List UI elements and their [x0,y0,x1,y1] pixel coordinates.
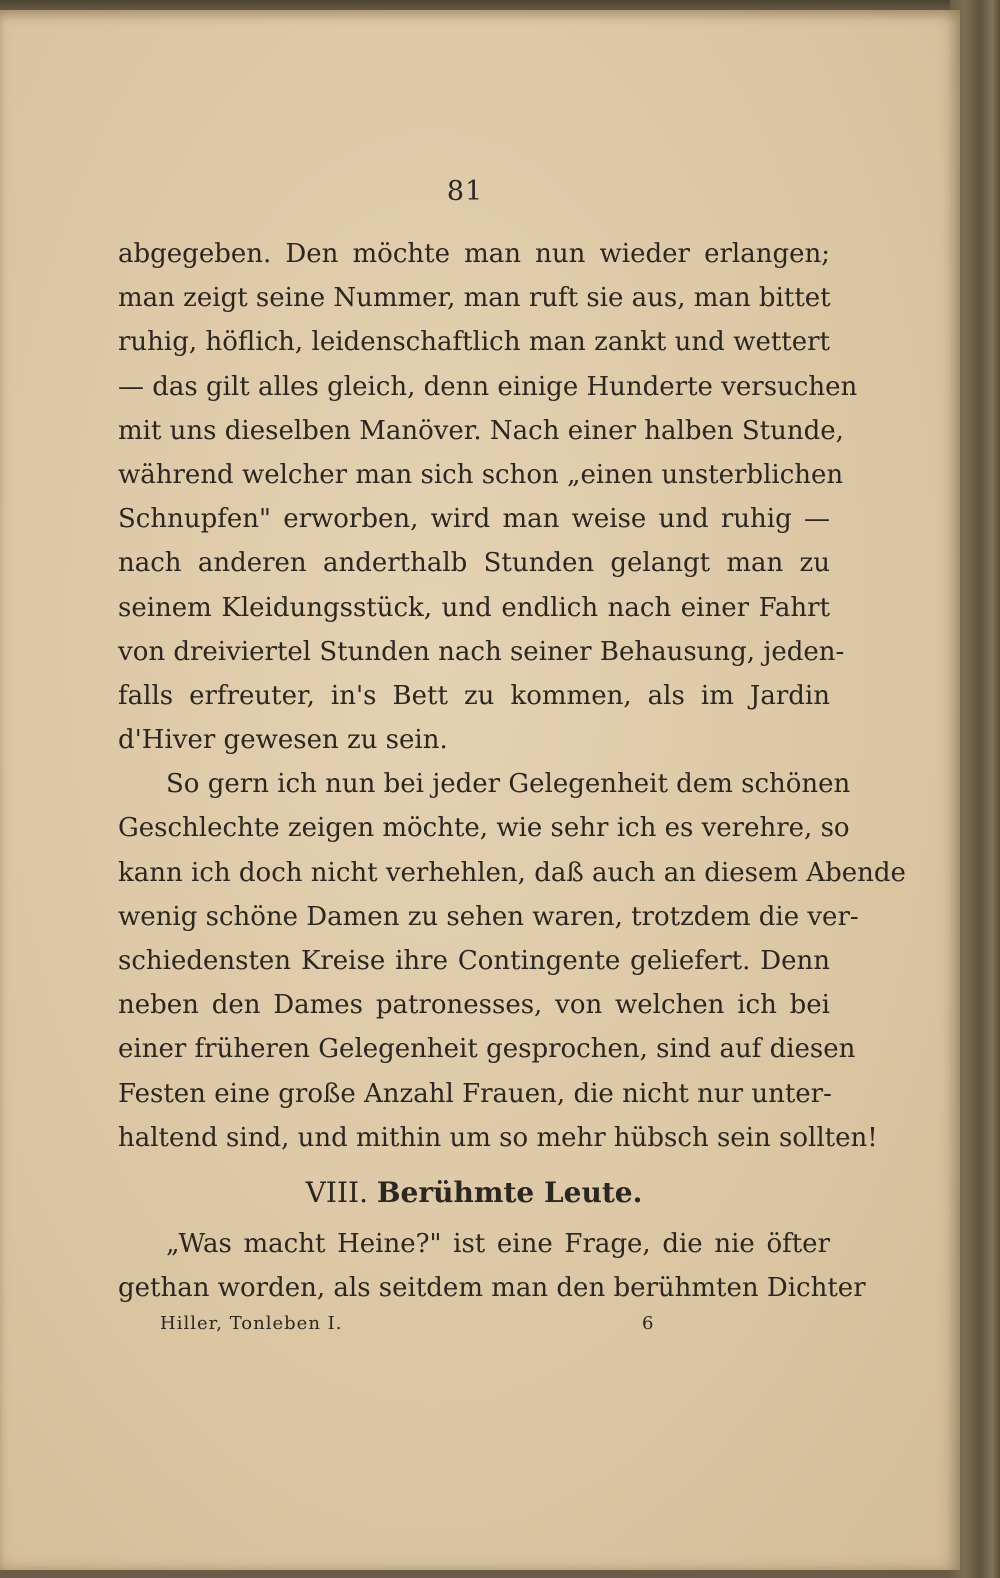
text-line: ruhig, höflich, leidenschaftlich man zankt und wettert [118,327,830,358]
text-line: schiedensten Kreise ihre Contingente geliefert. Denn [118,946,830,976]
text-line: seinem Kleidungsstück, und endlich nach einer Fahrt [118,592,830,623]
chapter-heading [118,1164,830,1222]
chapter-numeral: VIII. [305,1175,368,1209]
text-line: kann ich doch nicht verhehlen, daß auch an diesem Abende [118,857,906,888]
text-line: abgegeben. Den möchte man nun wieder erlangen; [118,239,830,269]
page-footer [160,1313,660,1334]
text-line: falls erfreuter, in's Bett zu kommen, als im Jardin [118,680,830,711]
text-line: man zeigt seine Nummer, man ruft sie aus, man bittet [118,283,831,314]
text-line: wenig schöne Damen zu sehen waren, trotzdem die ver- [118,901,859,932]
paragraph-start-line: „Was macht Heine?" ist eine Frage, die nie öfter [166,1228,830,1259]
signature-mark: 6 [642,1313,655,1334]
page-number: 81 [446,176,484,207]
text-line: Geschlechte zeigen möchte, wie sehr ich es verehre, so [118,813,850,844]
paragraph-start-line: So gern ich nun bei jeder Gelegenheit dem schönen [166,769,851,800]
text-line: nach anderen anderthalb Stunden gelangt man zu [118,548,830,579]
text-line: mit uns dieselben Manöver. Nach einer halben Stunde, [118,415,844,446]
book-page [0,10,960,1570]
chapter-title: Berühmte Leute. [376,1175,643,1209]
text-line: haltend sind, und mithin um so mehr hübsch sein sollten! [118,1122,878,1153]
body-text [118,232,906,1310]
text-line: während welcher man sich schon „einen unsterblichen [118,459,844,490]
footer-author: Hiller, Tonleben I. [160,1313,343,1334]
text-line: d'Hiver gewesen zu sein. [118,725,448,756]
text-line: von dreiviertel Stunden nach seiner Behausung, jeden- [118,636,845,667]
text-line: Schnupfen" erworben, wird man weise und ruhig — [118,504,830,535]
text-line: — das gilt alles gleich, denn einige Hunderte versuchen [118,371,858,402]
text-line: gethan worden, als seitdem man den berühmten Dichter [118,1273,866,1304]
text-line: neben den Dames patronesses, von welchen ich bei [118,990,830,1021]
text-line: Festen eine große Anzahl Frauen, die nicht nur unter- [118,1078,832,1109]
text-line: einer früheren Gelegenheit gesprochen, sind auf diesen [118,1034,856,1065]
